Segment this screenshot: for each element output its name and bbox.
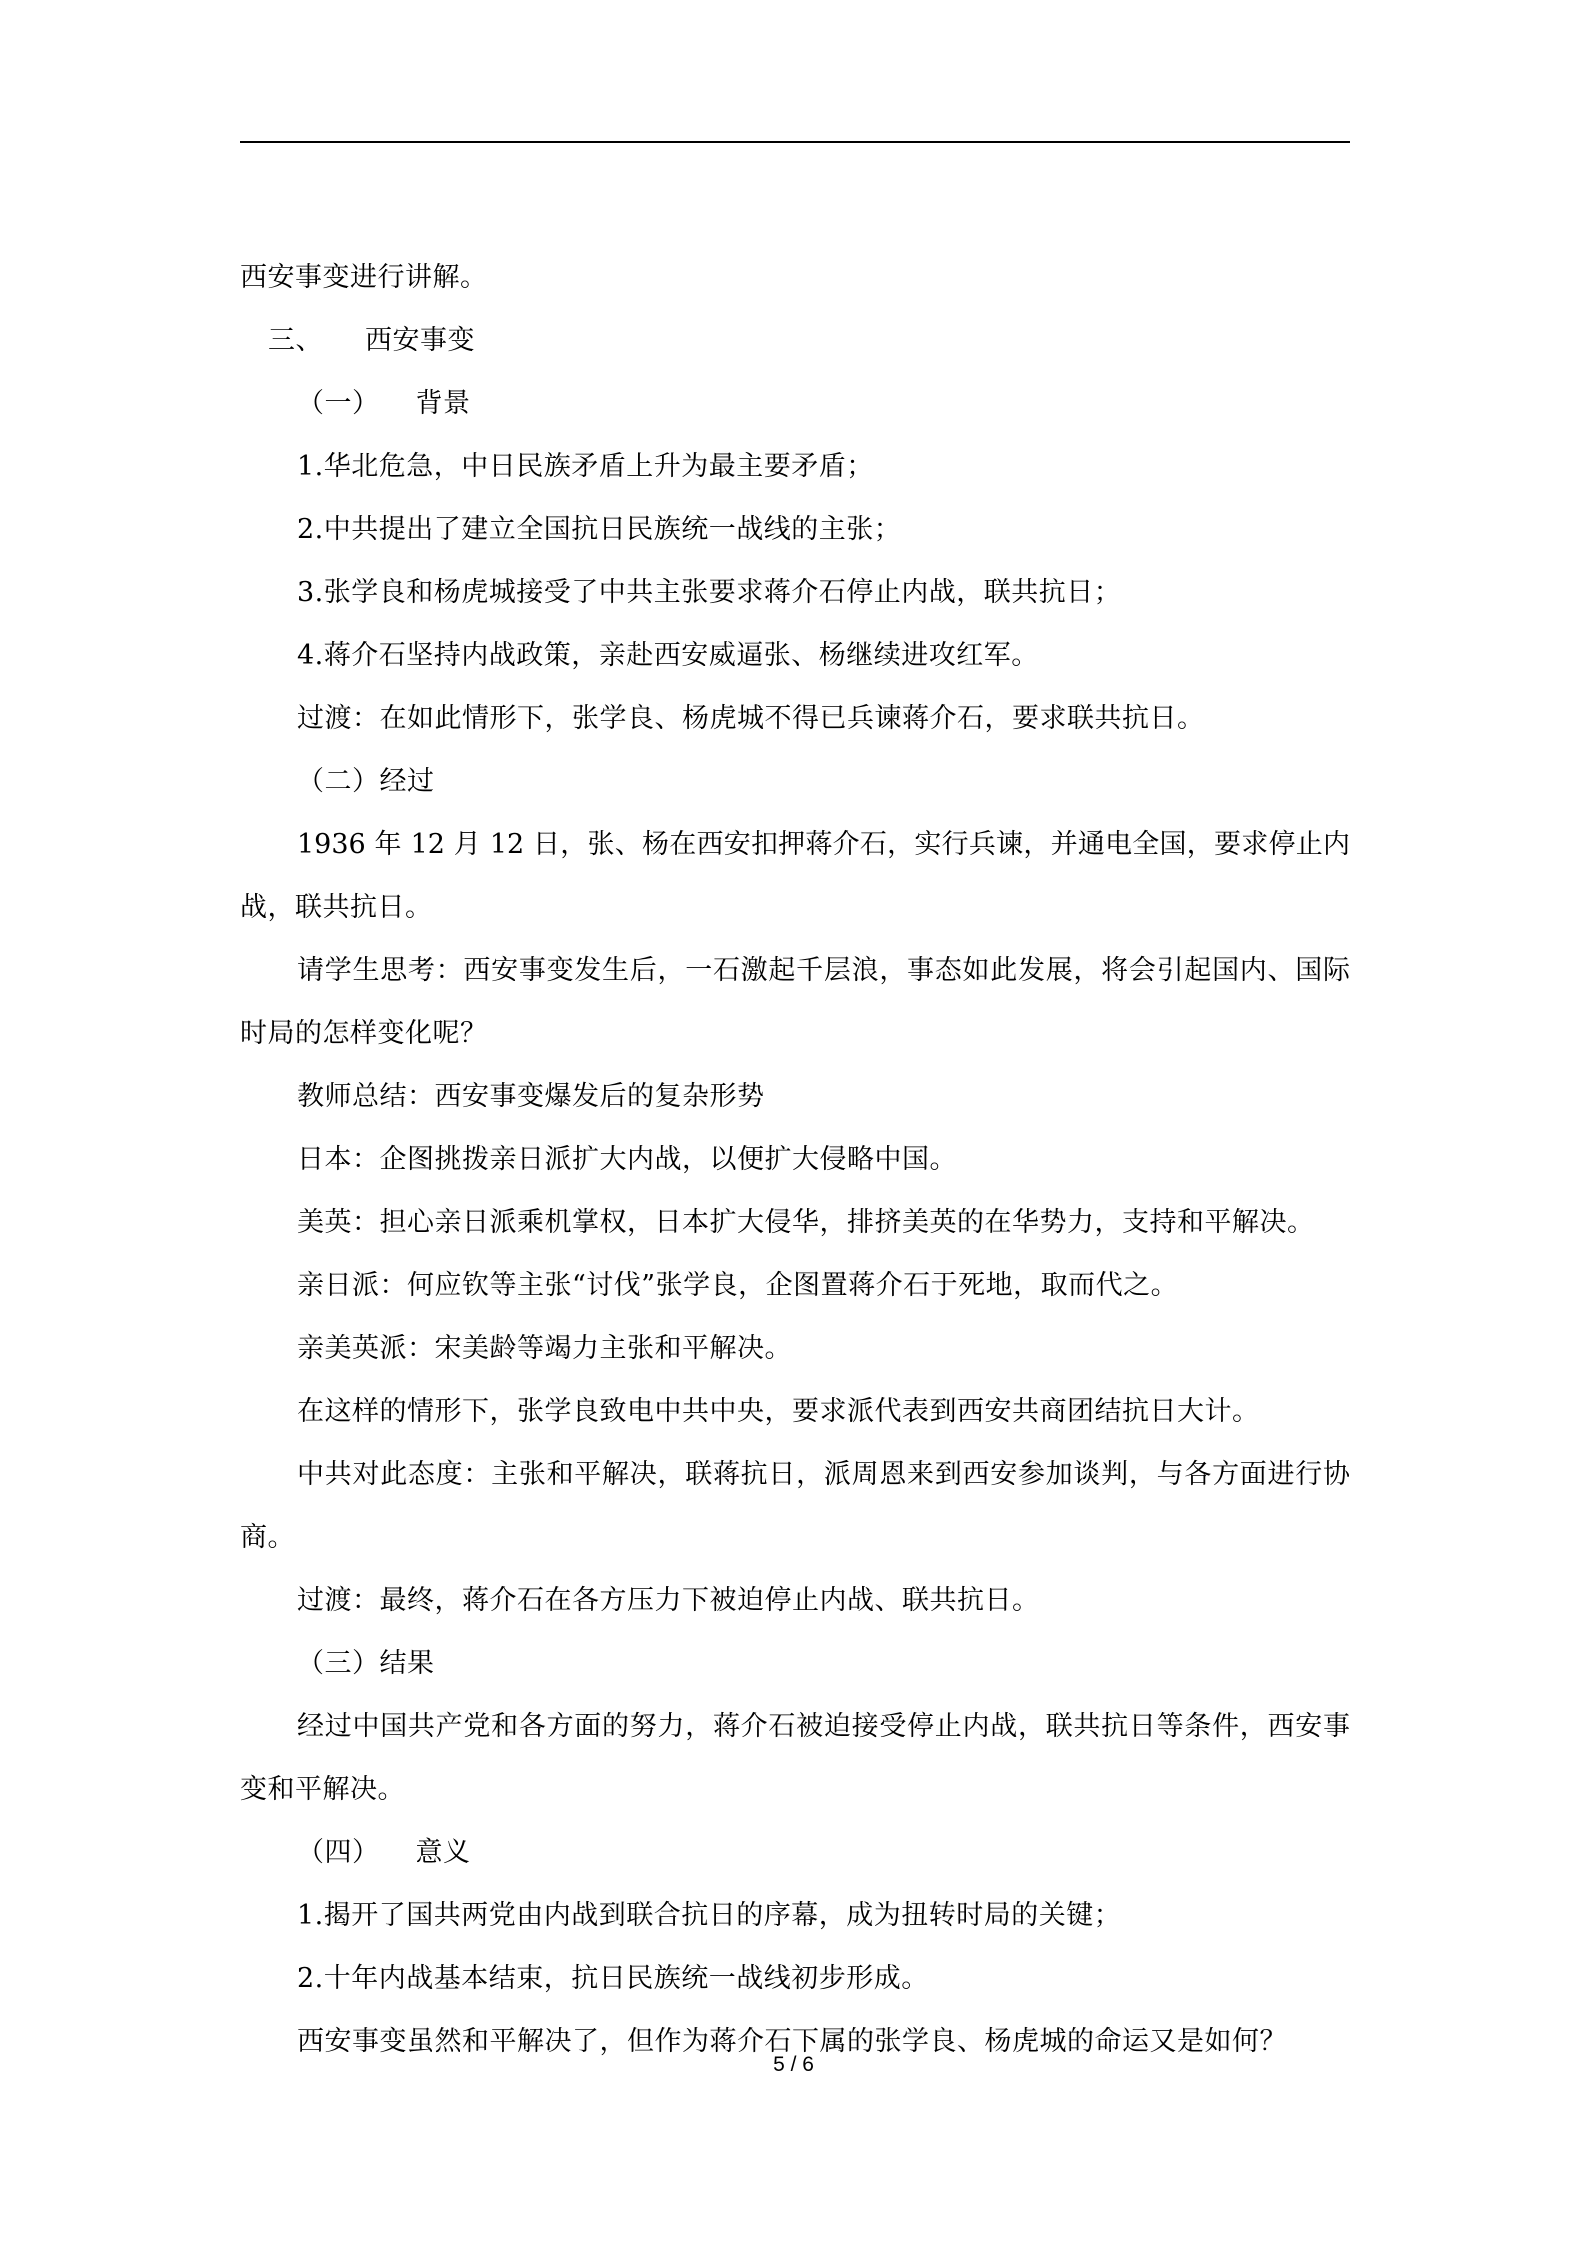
list-item: 3.张学良和杨虎城接受了中共主张要求蒋介石停止内战，联共抗日； — [297, 577, 1122, 608]
subsection-title: 背景 — [415, 388, 471, 419]
header-rule — [240, 141, 1350, 143]
subsection-heading-background — [240, 372, 1350, 435]
paragraph-line: 亲日派：何应钦等主张“讨伐”张学良，企图置蒋介石于死地，取而代之。 — [297, 1270, 1179, 1301]
list-item: 1.华北危急，中日民族矛盾上升为最主要矛盾； — [297, 451, 874, 482]
paragraph-line: 美英：担心亲日派乘机掌权，日本扩大侵华，排挤美英的在华势力，支持和平解决。 — [297, 1207, 1315, 1238]
paragraph-line: 亲美英派：宋美龄等竭力主张和平解决。 — [297, 1333, 792, 1364]
list-item: 2.十年内战基本结束，抗日民族统一战线初步形成。 — [297, 1963, 929, 1994]
subsection-title: 意义 — [415, 1837, 471, 1868]
paragraph-line: 经过中国共产党和各方面的努力，蒋介石被迫接受停止内战，联共抗日等条件，西安事 — [297, 1711, 1350, 1742]
paragraph-line: 请学生思考：西安事变发生后，一石激起千层浪，事态如此发展，将会引起国内、国际 — [297, 955, 1350, 986]
list-item: 4.蒋介石坚持内战政策，亲赴西安威逼张、杨继续进攻红军。 — [297, 640, 1039, 671]
paragraph-line: 战，联共抗日。 — [240, 892, 433, 923]
paragraph-line: 变和平解决。 — [240, 1774, 405, 1805]
document-body — [240, 246, 1350, 2073]
subsection-heading-result: （三）结果 — [297, 1648, 435, 1679]
subsection-number: （一） — [297, 388, 380, 419]
paragraph-line: 时局的怎样变化呢？ — [240, 1018, 488, 1049]
paragraph-line: 日本：企图挑拨亲日派扩大内战，以便扩大侵略中国。 — [297, 1144, 957, 1175]
paragraph-line: 1936 年 12 月 12 日，张、杨在西安扣押蒋介石，实行兵谏，并通电全国，要求停止内 — [297, 829, 1350, 860]
list-item: 2.中共提出了建立全国抗日民族统一战线的主张； — [297, 514, 902, 545]
subsection-heading-process: （二）经过 — [297, 766, 435, 797]
page-number: 5 / 6 — [773, 2053, 814, 2076]
subsection-heading-significance — [240, 1821, 1350, 1884]
section-heading — [240, 309, 1350, 372]
paragraph-line: 中共对此态度：主张和平解决，联蒋抗日，派周恩来到西安参加谈判，与各方面进行协 — [297, 1459, 1350, 1490]
paragraph-continuation: 西安事变进行讲解。 — [240, 262, 488, 293]
paragraph-line: 商。 — [240, 1522, 295, 1553]
section-title: 西安事变 — [365, 325, 475, 356]
paragraph-line: 教师总结：西安事变爆发后的复杂形势 — [297, 1081, 765, 1112]
paragraph-line: 在这样的情形下，张学良致电中共中央，要求派代表到西安共商团结抗日大计。 — [297, 1396, 1260, 1427]
transition-paragraph: 过渡：在如此情形下，张学良、杨虎城不得已兵谏蒋介石，要求联共抗日。 — [297, 703, 1205, 734]
list-item: 1.揭开了国共两党由内战到联合抗日的序幕，成为扭转时局的关键； — [297, 1900, 1122, 1931]
subsection-number: （四） — [297, 1837, 380, 1868]
section-number: 三、 — [268, 325, 323, 356]
paragraph-line: 西安事变虽然和平解决了，但作为蒋介石下属的张学良、杨虎城的命运又是如何？ — [297, 2026, 1287, 2057]
transition-paragraph: 过渡：最终，蒋介石在各方压力下被迫停止内战、联共抗日。 — [297, 1585, 1040, 1616]
